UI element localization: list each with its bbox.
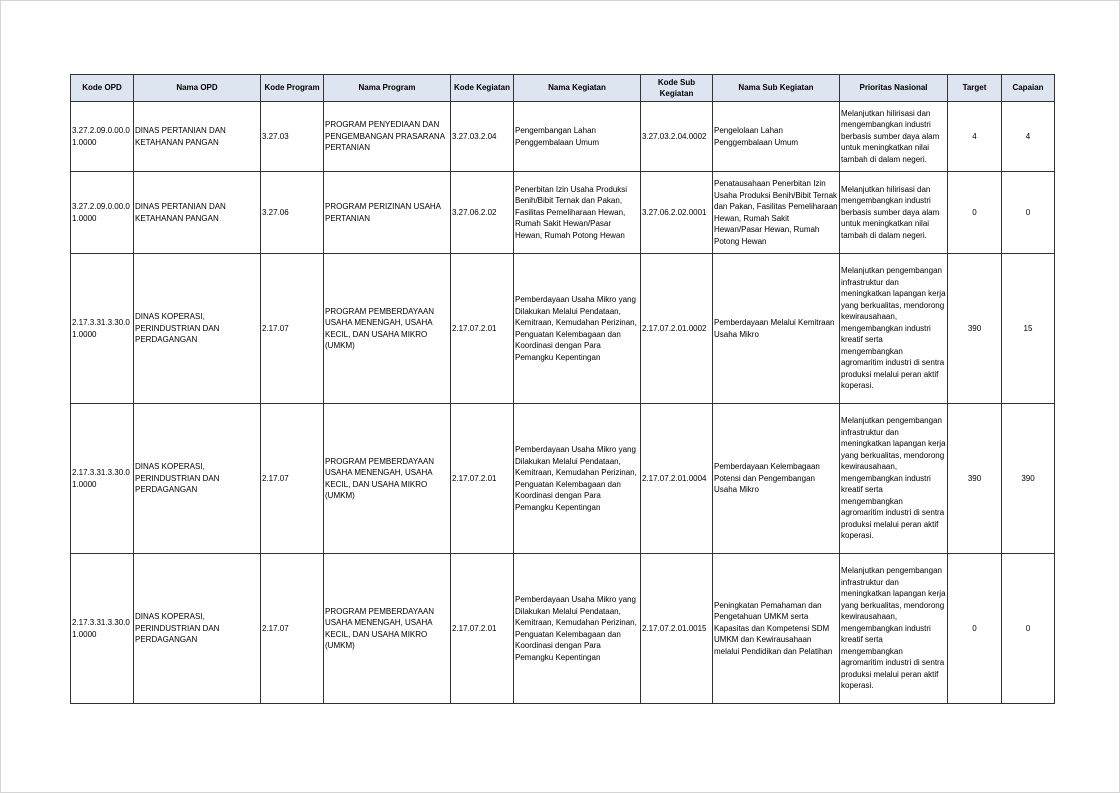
table-row	[71, 254, 1055, 404]
cell-kode-kegiatan: 3.27.06.2.02	[451, 172, 514, 254]
header-kode-program: Kode Program	[261, 75, 324, 102]
cell-target: 4	[948, 102, 1002, 172]
cell-kode-opd: 2.17.3.31.3.30.0 1.0000	[71, 254, 134, 404]
cell-prioritas-nasional: Melanjutkan pengembangan infrastruktur dan meningkatkan lapangan kerja yang berkualitas, mendorong kewirausahaan, mengembangkan industri kreatif serta mengembangkan agromaritim industri di sentra produksi melalui peran aktif koperasi.	[840, 404, 948, 554]
cell-nama-kegiatan: Pemberdayaan Usaha Mikro yang Dilakukan Melalui Pendataan, Kemitraan, Kemudahan Perizinan, Penguatan Kelembagaan dan Koordinasi dengan Para Pemangku Kepentingan	[514, 404, 641, 554]
cell-kode-kegiatan: 2.17.07.2.01	[451, 404, 514, 554]
header-nama-kegiatan: Nama Kegiatan	[514, 75, 641, 102]
cell-nama-opd: DINAS KOPERASI, PERINDUSTRIAN DAN PERDAGANGAN	[134, 254, 261, 404]
cell-kode-kegiatan: 2.17.07.2.01	[451, 254, 514, 404]
cell-nama-opd: DINAS PERTANIAN DAN KETAHANAN PANGAN	[134, 172, 261, 254]
table-row	[71, 172, 1055, 254]
cell-kode-program: 3.27.06	[261, 172, 324, 254]
cell-nama-sub-kegiatan: Pengelolaan Lahan Penggembalaan Umum	[713, 102, 840, 172]
cell-capaian: 390	[1002, 404, 1055, 554]
cell-nama-opd: DINAS KOPERASI, PERINDUSTRIAN DAN PERDAGANGAN	[134, 554, 261, 704]
table-row	[71, 102, 1055, 172]
header-kode-sub-kegiatan: Kode Sub Kegiatan	[641, 75, 713, 102]
cell-kode-sub-kegiatan: 2.17.07.2.01.0004	[641, 404, 713, 554]
cell-target: 390	[948, 254, 1002, 404]
cell-kode-kegiatan: 3.27.03.2.04	[451, 102, 514, 172]
cell-kode-kegiatan: 2.17.07.2.01	[451, 554, 514, 704]
table-row	[71, 554, 1055, 704]
cell-kode-program: 2.17.07	[261, 404, 324, 554]
header-row	[71, 75, 1055, 102]
cell-nama-kegiatan: Pengembangan Lahan Penggembalaan Umum	[514, 102, 641, 172]
cell-capaian: 0	[1002, 172, 1055, 254]
cell-nama-sub-kegiatan: Pemberdayaan Melalui Kemitraan Usaha Mikro	[713, 254, 840, 404]
cell-nama-program: PROGRAM PERIZINAN USAHA PERTANIAN	[324, 172, 451, 254]
cell-target: 0	[948, 554, 1002, 704]
header-nama-sub-kegiatan: Nama Sub Kegiatan	[713, 75, 840, 102]
cell-kode-opd: 2.17.3.31.3.30.0 1.0000	[71, 554, 134, 704]
cell-kode-opd: 3.27.2.09.0.00.0 1.0000	[71, 172, 134, 254]
cell-target: 390	[948, 404, 1002, 554]
header-kode-opd: Kode OPD	[71, 75, 134, 102]
cell-capaian: 4	[1002, 102, 1055, 172]
cell-kode-sub-kegiatan: 3.27.06.2.02.0001	[641, 172, 713, 254]
cell-prioritas-nasional: Melanjutkan hilirisasi dan mengembangkan industri berbasis sumber daya alam untuk meningkatkan nilai tambah di dalam negeri.	[840, 172, 948, 254]
cell-nama-kegiatan: Pemberdayaan Usaha Mikro yang Dilakukan Melalui Pendataan, Kemitraan, Kemudahan Perizinan, Penguatan Kelembagaan dan Koordinasi dengan Para Pemangku Kepentingan	[514, 554, 641, 704]
cell-nama-opd: DINAS KOPERASI, PERINDUSTRIAN DAN PERDAGANGAN	[134, 404, 261, 554]
cell-target: 0	[948, 172, 1002, 254]
cell-nama-kegiatan: Pemberdayaan Usaha Mikro yang Dilakukan Melalui Pendataan, Kemitraan, Kemudahan Perizinan, Penguatan Kelembagaan dan Koordinasi dengan Para Pemangku Kepentingan	[514, 254, 641, 404]
cell-kode-program: 2.17.07	[261, 254, 324, 404]
cell-nama-program: PROGRAM PEMBERDAYAAN USAHA MENENGAH, USAHA KECIL, DAN USAHA MIKRO (UMKM)	[324, 404, 451, 554]
cell-capaian: 0	[1002, 554, 1055, 704]
program-table	[70, 74, 1055, 704]
header-prioritas-nasional: Prioritas Nasional	[840, 75, 948, 102]
cell-kode-program: 2.17.07	[261, 554, 324, 704]
cell-kode-sub-kegiatan: 2.17.07.2.01.0002	[641, 254, 713, 404]
cell-prioritas-nasional: Melanjutkan pengembangan infrastruktur dan meningkatkan lapangan kerja yang berkualitas, mendorong kewirausahaan, mengembangkan industri kreatif serta mengembangkan agromaritim industri di sentra produksi melalui peran aktif koperasi.	[840, 554, 948, 704]
cell-nama-sub-kegiatan: Peningkatan Pemahaman dan Pengetahuan UMKM serta Kapasitas dan Kompetensi SDM UMKM dan Kewirausahaan melalui Pendidikan dan Pelatihan	[713, 554, 840, 704]
header-capaian: Capaian	[1002, 75, 1055, 102]
header-target: Target	[948, 75, 1002, 102]
cell-prioritas-nasional: Melanjutkan pengembangan infrastruktur dan meningkatkan lapangan kerja yang berkualitas, mendorong kewirausahaan, mengembangkan industri kreatif serta mengembangkan agromaritim industri di sentra produksi melalui peran aktif koperasi.	[840, 254, 948, 404]
cell-capaian: 15	[1002, 254, 1055, 404]
cell-kode-opd: 2.17.3.31.3.30.0 1.0000	[71, 404, 134, 554]
cell-prioritas-nasional: Melanjutkan hilirisasi dan mengembangkan industri berbasis sumber daya alam untuk meningkatkan nilai tambah di dalam negeri.	[840, 102, 948, 172]
cell-kode-sub-kegiatan: 3.27.03.2.04.0002	[641, 102, 713, 172]
cell-nama-opd: DINAS PERTANIAN DAN KETAHANAN PANGAN	[134, 102, 261, 172]
cell-nama-sub-kegiatan: Pemberdayaan Kelembagaan Potensi dan Pengembangan Usaha Mikro	[713, 404, 840, 554]
cell-kode-opd: 3.27.2.09.0.00.0 1.0000	[71, 102, 134, 172]
cell-nama-sub-kegiatan: Penatausahaan Penerbitan Izin Usaha Produksi Benih/Bibit Ternak dan Pakan, Fasilitas Pemeliharaan Hewan, Rumah Sakit Hewan/Pasar Hewan, Rumah Potong Hewan	[713, 172, 840, 254]
header-kode-kegiatan: Kode Kegiatan	[451, 75, 514, 102]
cell-nama-program: PROGRAM PEMBERDAYAAN USAHA MENENGAH, USAHA KECIL, DAN USAHA MIKRO (UMKM)	[324, 554, 451, 704]
table-row	[71, 404, 1055, 554]
header-nama-opd: Nama OPD	[134, 75, 261, 102]
cell-kode-program: 3.27.03	[261, 102, 324, 172]
cell-nama-program: PROGRAM PENYEDIAAN DAN PENGEMBANGAN PRASARANA PERTANIAN	[324, 102, 451, 172]
header-nama-program: Nama Program	[324, 75, 451, 102]
cell-nama-program: PROGRAM PEMBERDAYAAN USAHA MENENGAH, USAHA KECIL, DAN USAHA MIKRO (UMKM)	[324, 254, 451, 404]
cell-nama-kegiatan: Penerbitan Izin Usaha Produksi Benih/Bibit Ternak dan Pakan, Fasilitas Pemeliharaan Hewan, Rumah Sakit Hewan/Pasar Hewan, Rumah Potong Hewan	[514, 172, 641, 254]
cell-kode-sub-kegiatan: 2.17.07.2.01.0015	[641, 554, 713, 704]
